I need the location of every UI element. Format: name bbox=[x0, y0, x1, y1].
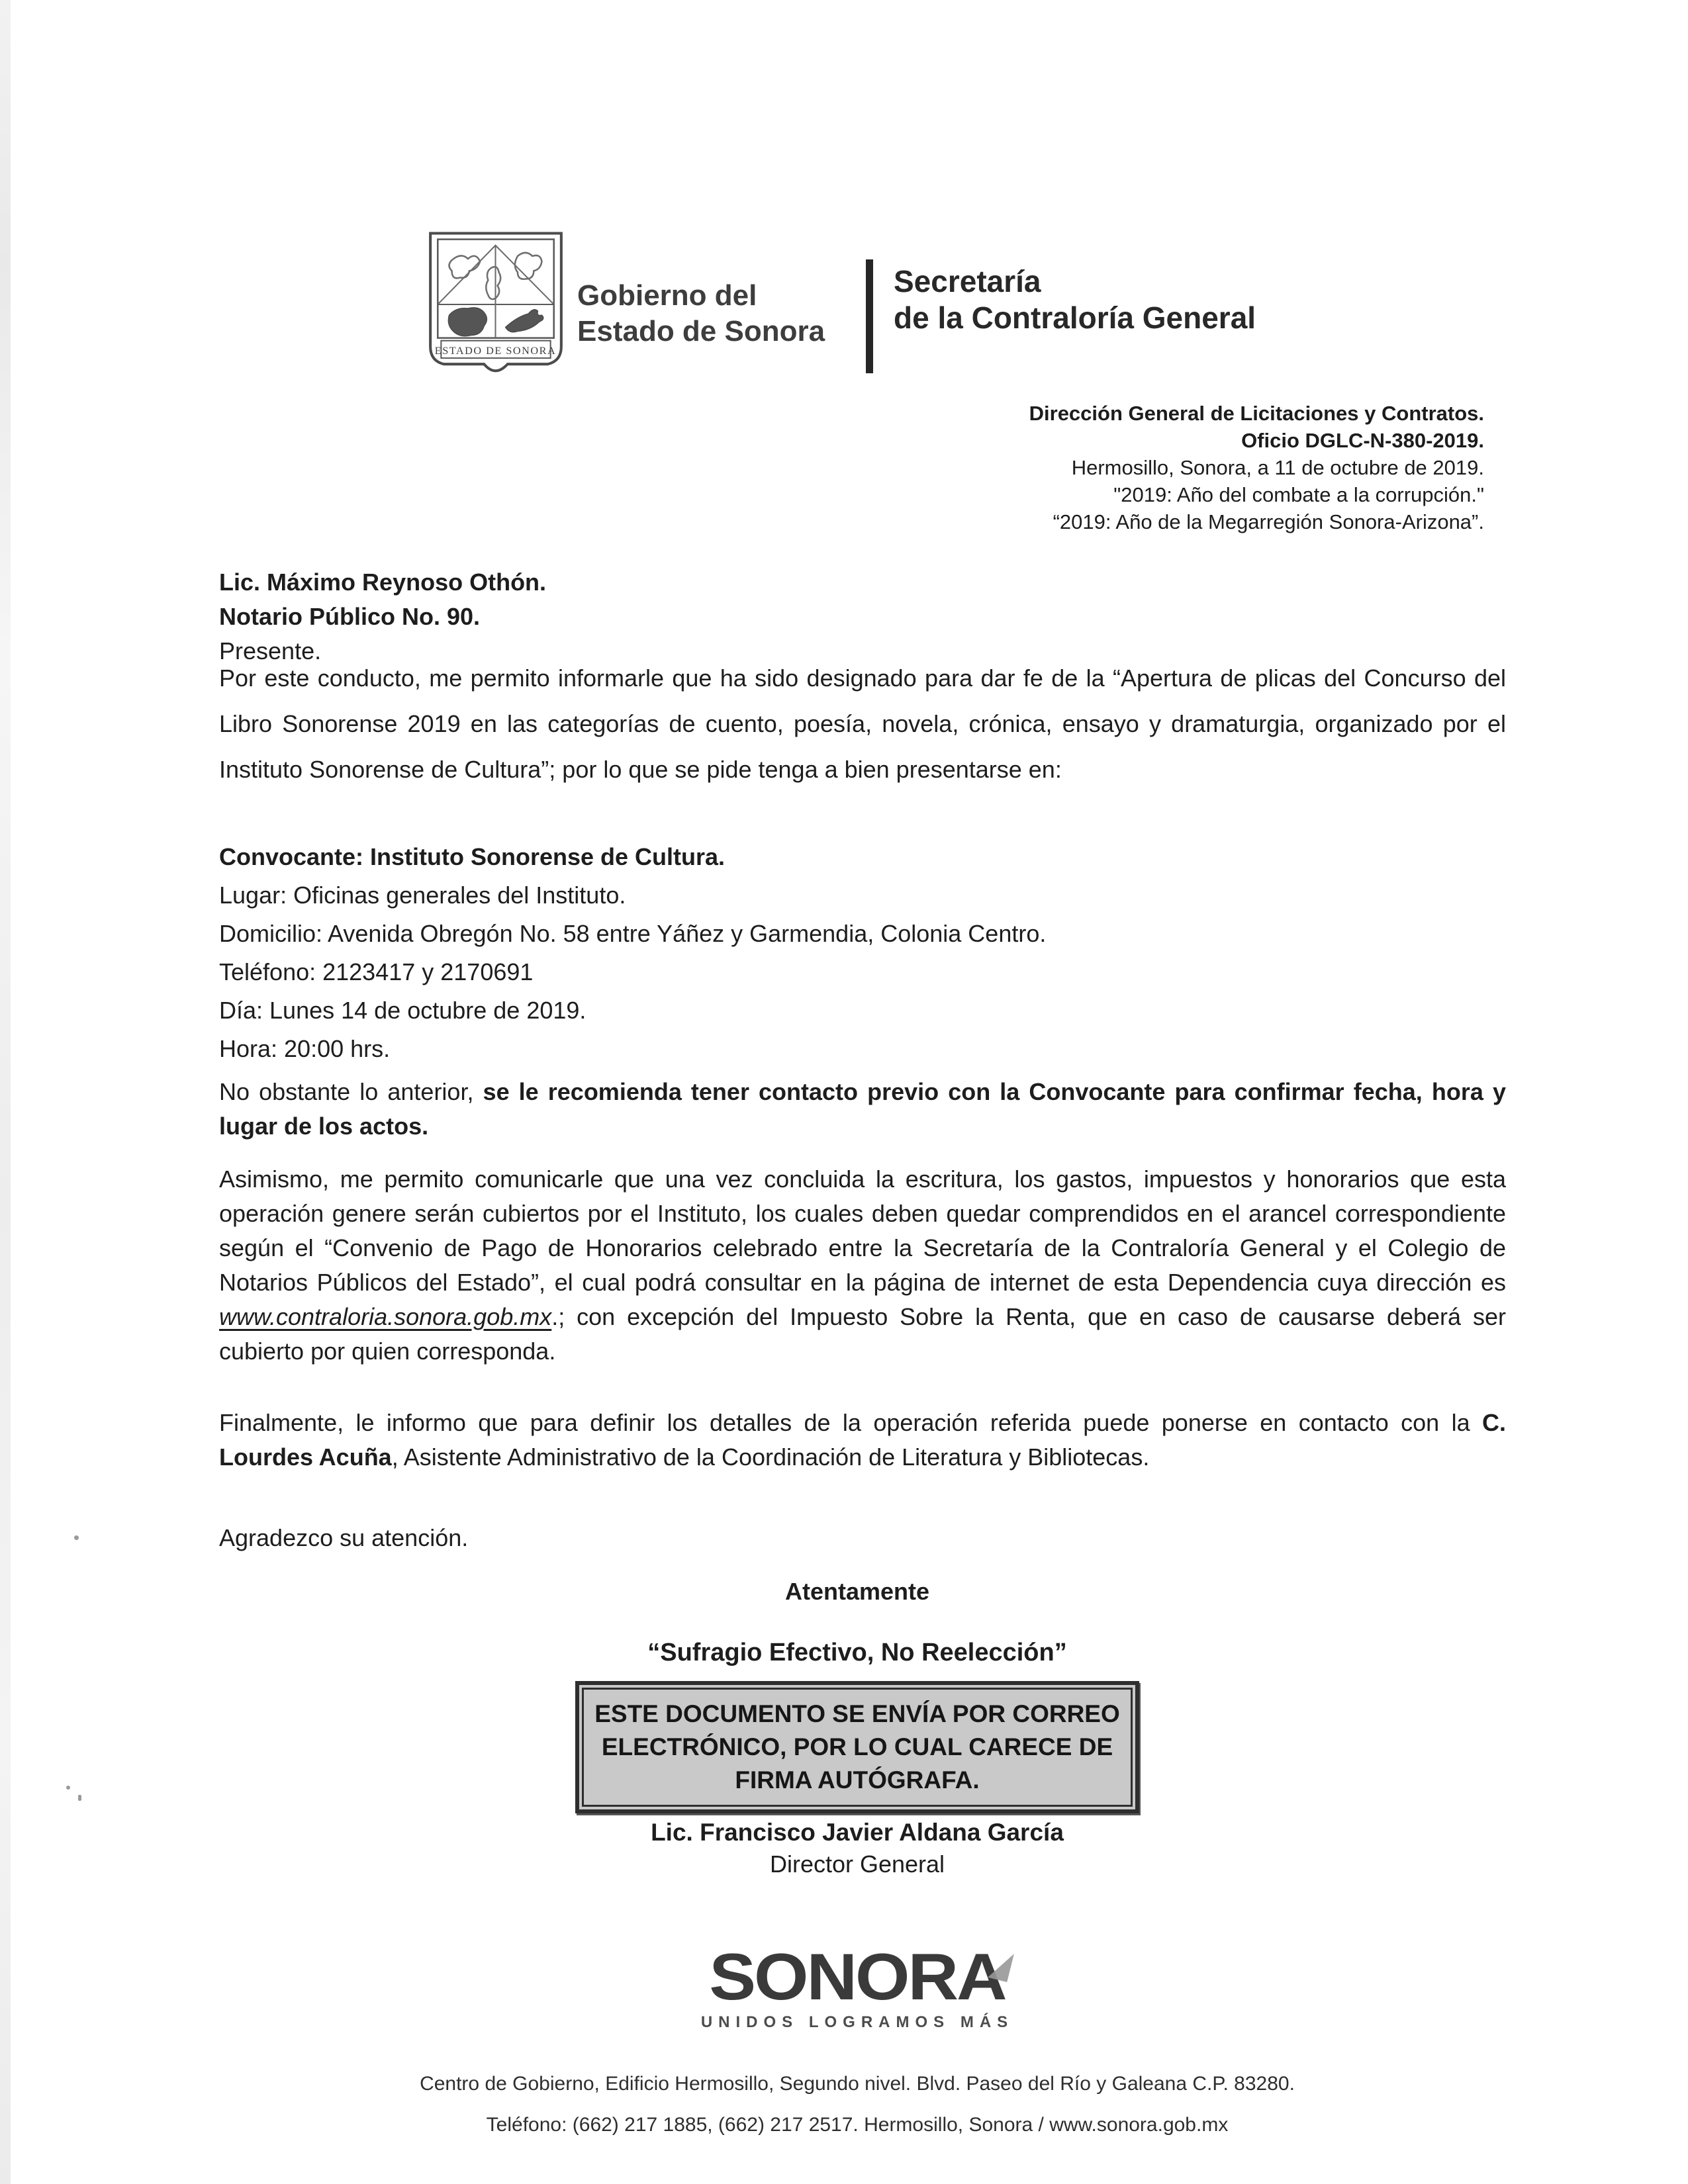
svg-text:ESTADO DE SONORA: ESTADO DE SONORA bbox=[434, 344, 557, 357]
paragraph-asimismo bbox=[219, 1162, 1506, 1369]
oficio-number: Oficio DGLC-N-380-2019. bbox=[1241, 429, 1484, 452]
telefono-line: Teléfono: 2123417 y 2170691 bbox=[219, 958, 534, 985]
addressee-presente: Presente. bbox=[219, 637, 322, 664]
gobierno-line1: Gobierno del bbox=[577, 279, 757, 312]
convocante-line: Convocante: Instituto Sonorense de Cultura. bbox=[219, 843, 726, 870]
stamp-line-2: ELECTRÓNICO, POR LO CUAL CARECE DE bbox=[601, 1733, 1113, 1760]
agradezco-text: Agradezco su atención. bbox=[219, 1524, 469, 1551]
addressee-block bbox=[219, 565, 546, 668]
atentamente-line bbox=[113, 1578, 1602, 1606]
sonora-logo-text: SONORA bbox=[709, 1940, 1006, 2014]
signer-name: Lic. Francisco Javier Aldana García bbox=[651, 1819, 1064, 1846]
contact-person-name: C. Lourdes Acuña bbox=[219, 1409, 1506, 1471]
oficio-date: Hermosillo, Sonora, a 11 de octubre de 2019. bbox=[1071, 456, 1484, 479]
stamp-line-1: ESTE DOCUMENTO SE ENVÍA POR CORREO bbox=[594, 1700, 1120, 1727]
finalmente-text: Finalmente, le informo que para definir los detalles de la operación referida puede ponerse en contacto con la bbox=[219, 1409, 1482, 1436]
oficio-reference-block bbox=[761, 400, 1484, 535]
paragraph-designation bbox=[219, 655, 1506, 792]
atentamente-text: Atentamente bbox=[784, 1578, 930, 1605]
dia-line: Día: Lunes 14 de octubre de 2019. bbox=[219, 997, 586, 1024]
footer-address: Centro de Gobierno, Edificio Hermosillo, Segundo nivel. Blvd. Paseo del Río y Galeana C.P. 83280. bbox=[420, 2073, 1295, 2095]
scan-edge-artifact bbox=[0, 0, 11, 2184]
stamp-box bbox=[575, 1681, 1139, 1813]
footer-contact-block bbox=[113, 2064, 1602, 2146]
domicilio-line: Domicilio: Avenida Obregón No. 58 entre Yáñez y Garmendia, Colonia Centro. bbox=[219, 920, 1047, 947]
oficio-direccion: Dirección General de Licitaciones y Contratos. bbox=[1029, 402, 1484, 425]
contraloria-url: www.contraloria.sonora.gob.mx bbox=[219, 1303, 552, 1330]
paragraph-finalmente bbox=[219, 1406, 1506, 1475]
stamp-inner-box bbox=[582, 1688, 1133, 1807]
lugar-line: Lugar: Oficinas generales del Instituto. bbox=[219, 882, 626, 909]
sufragio-text: “Sufragio Efectivo, No Reelección” bbox=[647, 1639, 1067, 1666]
stamp-line-3: FIRMA AUTÓGRAFA. bbox=[735, 1766, 980, 1794]
gobierno-estado-sonora-wordmark bbox=[577, 278, 825, 349]
sufragio-line bbox=[113, 1639, 1602, 1667]
finalmente-text-after: , Asistente Administrativo de la Coordinación de Literatura y Bibliotecas. bbox=[391, 1443, 1150, 1471]
paragraph-agradezco bbox=[219, 1521, 1506, 1555]
electronic-signature-stamp bbox=[113, 1681, 1602, 1813]
scan-speck bbox=[78, 1795, 81, 1801]
secretaria-line2: de la Contraloría General bbox=[894, 300, 1256, 335]
asimismo-text: Asimismo, me permito comunicarle que una vez concluida la escritura, los gastos, impuestos y honorarios que esta operación genere serán cubiertos por el Instituto, los cuales deben quedar comprendidos en el arancel correspondiente según el “Convenio de Pago de Honorarios celebrado entre la Secretaría de la Contraloría General y el Colegio de Notarios Públicos del Estado”, el cual podrá consultar en la página de internet de esta Dependencia cuya dirección es bbox=[219, 1165, 1506, 1296]
sonora-logo-tagline: UNIDOS LOGRAMOS MÁS bbox=[700, 2013, 1014, 2031]
addressee-role: Notario Público No. 90. bbox=[219, 603, 481, 630]
scan-speck bbox=[74, 1535, 79, 1540]
oficio-motto-2: “2019: Año de la Megarregión Sonora-Arizona”. bbox=[1053, 510, 1484, 533]
signature-block bbox=[113, 1819, 1602, 1882]
no-obstante-regular: No obstante lo anterior, bbox=[219, 1078, 483, 1105]
oficio-motto-1: "2019: Año del combate a la corrupción." bbox=[1113, 483, 1484, 506]
sonora-state-crest-icon bbox=[424, 229, 568, 384]
paragraph-designation-text: Por este conducto, me permito informarle que ha sido designado para dar fe de la “Apertura de plicas del Concurso del Libro Sonorense 2019 en las categorías de cuento, poesía, novela, crónica, ensayo y dramaturgia, organizado por el Instituto Sonorense de Cultura”; por lo que se pide tenga a bien presentarse en: bbox=[219, 664, 1506, 783]
secretaria-line1: Secretaría bbox=[894, 264, 1041, 298]
asimismo-text-after: .; con excepción del Impuesto Sobre la Renta, que en caso de causarse deberá ser cubierto por quien corresponda. bbox=[219, 1303, 1506, 1365]
hora-line: Hora: 20:00 hrs. bbox=[219, 1035, 391, 1062]
sonora-footer-logo bbox=[113, 1942, 1602, 2030]
addressee-name: Lic. Máximo Reynoso Othón. bbox=[219, 569, 547, 596]
convocante-details-block bbox=[219, 838, 1046, 1068]
signer-title: Director General bbox=[769, 1850, 945, 1878]
footer-phone: Teléfono: (662) 217 1885, (662) 217 2517. Hermosillo, Sonora / www.sonora.gob.mx bbox=[486, 2114, 1229, 2136]
scan-speck bbox=[66, 1786, 70, 1790]
secretaria-contraloria-wordmark bbox=[894, 263, 1256, 336]
gobierno-line2: Estado de Sonora bbox=[577, 315, 825, 347]
paragraph-no-obstante bbox=[219, 1075, 1506, 1144]
sonora-logo-icon bbox=[701, 1942, 1013, 2030]
header-divider-bar bbox=[866, 259, 873, 373]
no-obstante-bold: se le recomienda tener contacto previo con la Convocante para confirmar fecha, hora y lugar de los actos. bbox=[219, 1078, 1506, 1140]
